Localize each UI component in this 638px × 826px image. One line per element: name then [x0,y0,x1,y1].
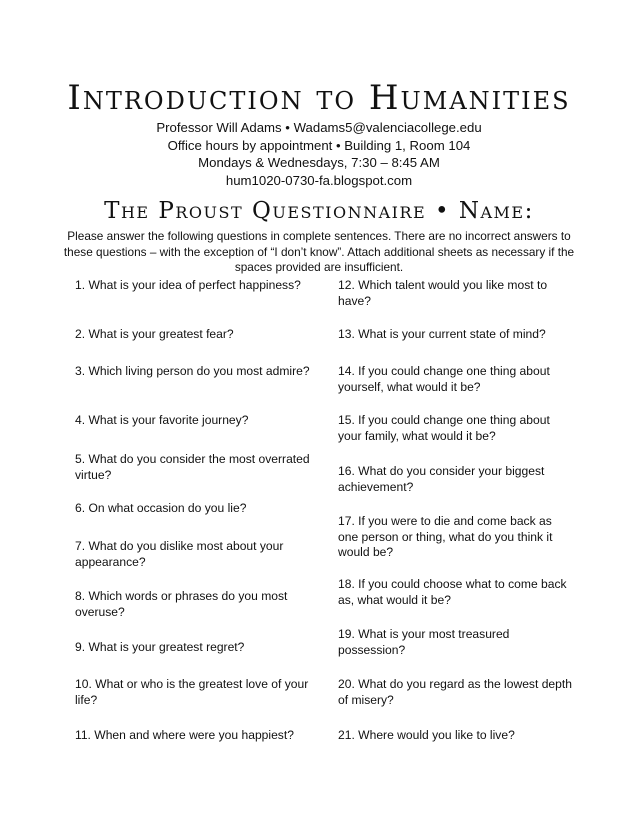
question-15: 15. If you could change one thing about your family, what would it be? [338,413,550,443]
question-18: 18. If you could choose what to come back as, what would it be? [338,577,567,607]
question-1: 1. What is your idea of perfect happiness? [75,278,301,292]
question-12: 12. Which talent would you like most to have? [338,278,548,308]
question-11: 11. When and where were you happiest? [75,728,294,742]
question-21: 21. Where would you like to live? [338,728,515,742]
question-10: 10. What or who is the greatest love of your life? [75,677,309,707]
question-9: 9. What is your greatest regret? [75,640,245,654]
schedule-line: Mondays & Wednesdays, 7:30 – 8:45 AM [198,155,440,170]
question-4: 4. What is your favorite journey? [75,413,249,427]
question-3: 3. Which living person do you most admire? [75,364,310,378]
course-info [0,119,638,189]
questionnaire-title: The Proust Questionnaire • Name: [104,198,534,224]
question-19: 19. What is your most treasured possession? [338,627,510,657]
question-14: 14. If you could change one thing about yourself, what would it be? [338,364,550,394]
professor-line: Professor Will Adams • Wadams5@valenciacollege.edu [156,120,482,135]
office-hours-line: Office hours by appointment • Building 1, Room 104 [167,137,471,153]
question-7: 7. What do you dislike most about your appearance? [75,539,284,569]
instructions-text: Please answer the following questions in complete sentences. There are no incorrect answers to these questions – with the exception of “I don’t know”. Attach additional sheets as necessary if the spaces provided are insufficient. [63,229,575,274]
blog-url-line: hum1020-0730-fa.blogspot.com [225,172,413,188]
question-2: 2. What is your greatest fear? [75,327,234,341]
question-6: 6. On what occasion do you lie? [75,501,247,515]
question-5: 5. What do you consider the most overrated virtue? [75,452,310,482]
question-16: 16. What do you consider your biggest achievement? [338,464,545,494]
question-13: 13. What is your current state of mind? [338,327,546,341]
question-20: 20. What do you regard as the lowest depth of misery? [338,677,572,707]
question-8: 8. Which words or phrases do you most overuse? [75,589,288,619]
course-title: Introduction to Humanities [67,78,571,118]
question-17: 17. If you were to die and come back as one person or thing, what do you think it would be? [338,514,553,559]
